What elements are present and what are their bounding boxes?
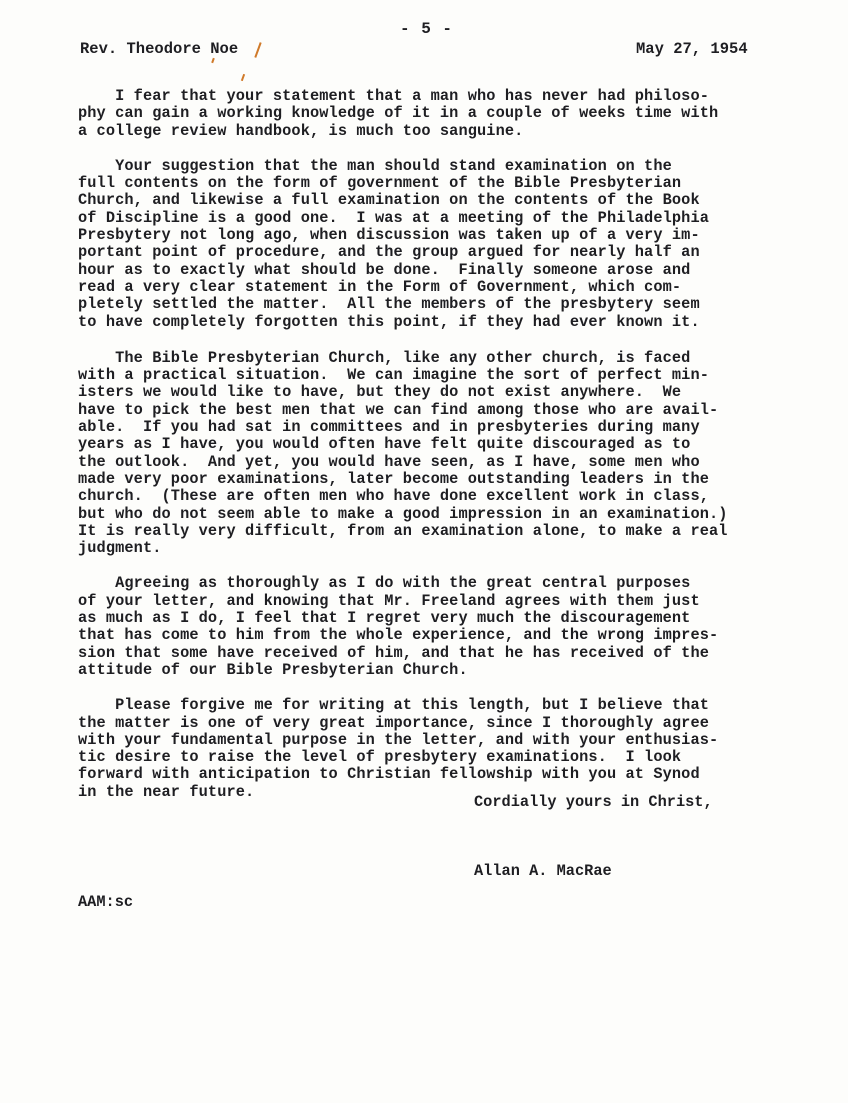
body-paragraph: The Bible Presbyterian Church, like any other church, is faced with a practical situation. We can imagine the sort of perfect min- isters we would like to have, but they do not exist anywhere. We have to pick the best men that we can find among those who are avail- able. If you had sat in committees and in presbyteries during many years as I have, you would often have felt quite discouraged as to the outlook. And yet, you would have seen, as I have, some men who made very poor examinations, later become outstanding leaders in the church. (These are often men who have done excellent work in class, but who do not seem able to make a good impression in an examination.) It is really very difficult, from an examination alone, to make a real judgment. xyxy=(78,348,728,558)
body-paragraph: Please forgive me for writing at this length, but I believe that the matter is one of very great importance, since I thoroughly agree with your fundamental purpose in the letter, and with your enthusias- tic desire to raise the level of presbytery examinations. I look forward with anticipation to Christian fellowship with you at Synod in the near future. xyxy=(78,696,719,801)
body-paragraph: Agreeing as thoroughly as I do with the great central purposes of your letter, and knowing that Mr. Freeland agrees with them just as much as I do, I feel that I regret very much the discouragement that has come to him from the whole experience, and the wrong impres- sion that some have received of him, and that he has received of the attitude of our Bible Presbyterian Church. xyxy=(78,574,719,679)
signature-name: Allan A. MacRae xyxy=(474,862,612,880)
letter-body xyxy=(78,88,798,801)
body-paragraph: I fear that your statement that a man who has never had philoso- phy can gain a working knowledge of it in a couple of weeks time with a college review handbook, is much too sanguine. xyxy=(78,87,719,140)
pen-mark xyxy=(211,58,215,63)
letter-date: May 27, 1954 xyxy=(636,40,748,58)
closing-salutation: Cordially yours in Christ, xyxy=(474,793,713,811)
typist-initials: AAM:sc xyxy=(78,893,134,911)
pen-mark xyxy=(241,74,245,81)
recipient-line: Rev. Theodore Noe xyxy=(80,40,239,58)
body-paragraph: Your suggestion that the man should stand examination on the full contents on the form of government of the Bible Presbyterian Church, and likewise a full examination on the contents of the Book of Discipline is a good one. I was at a meeting of the Philadelphia Presbytery not long ago, when discussion was taken up of a very im- portant point of procedure, and the group argued for nearly half an hour as to exactly what should be done. Finally someone arose and read a very clear statement in the Form of Government, which com- pletely settled the matter. All the members of the presbytery seem to have completely forgotten this point, if they had ever known it. xyxy=(78,156,710,331)
page-number: - 5 - xyxy=(400,20,454,38)
pen-mark xyxy=(254,42,261,58)
